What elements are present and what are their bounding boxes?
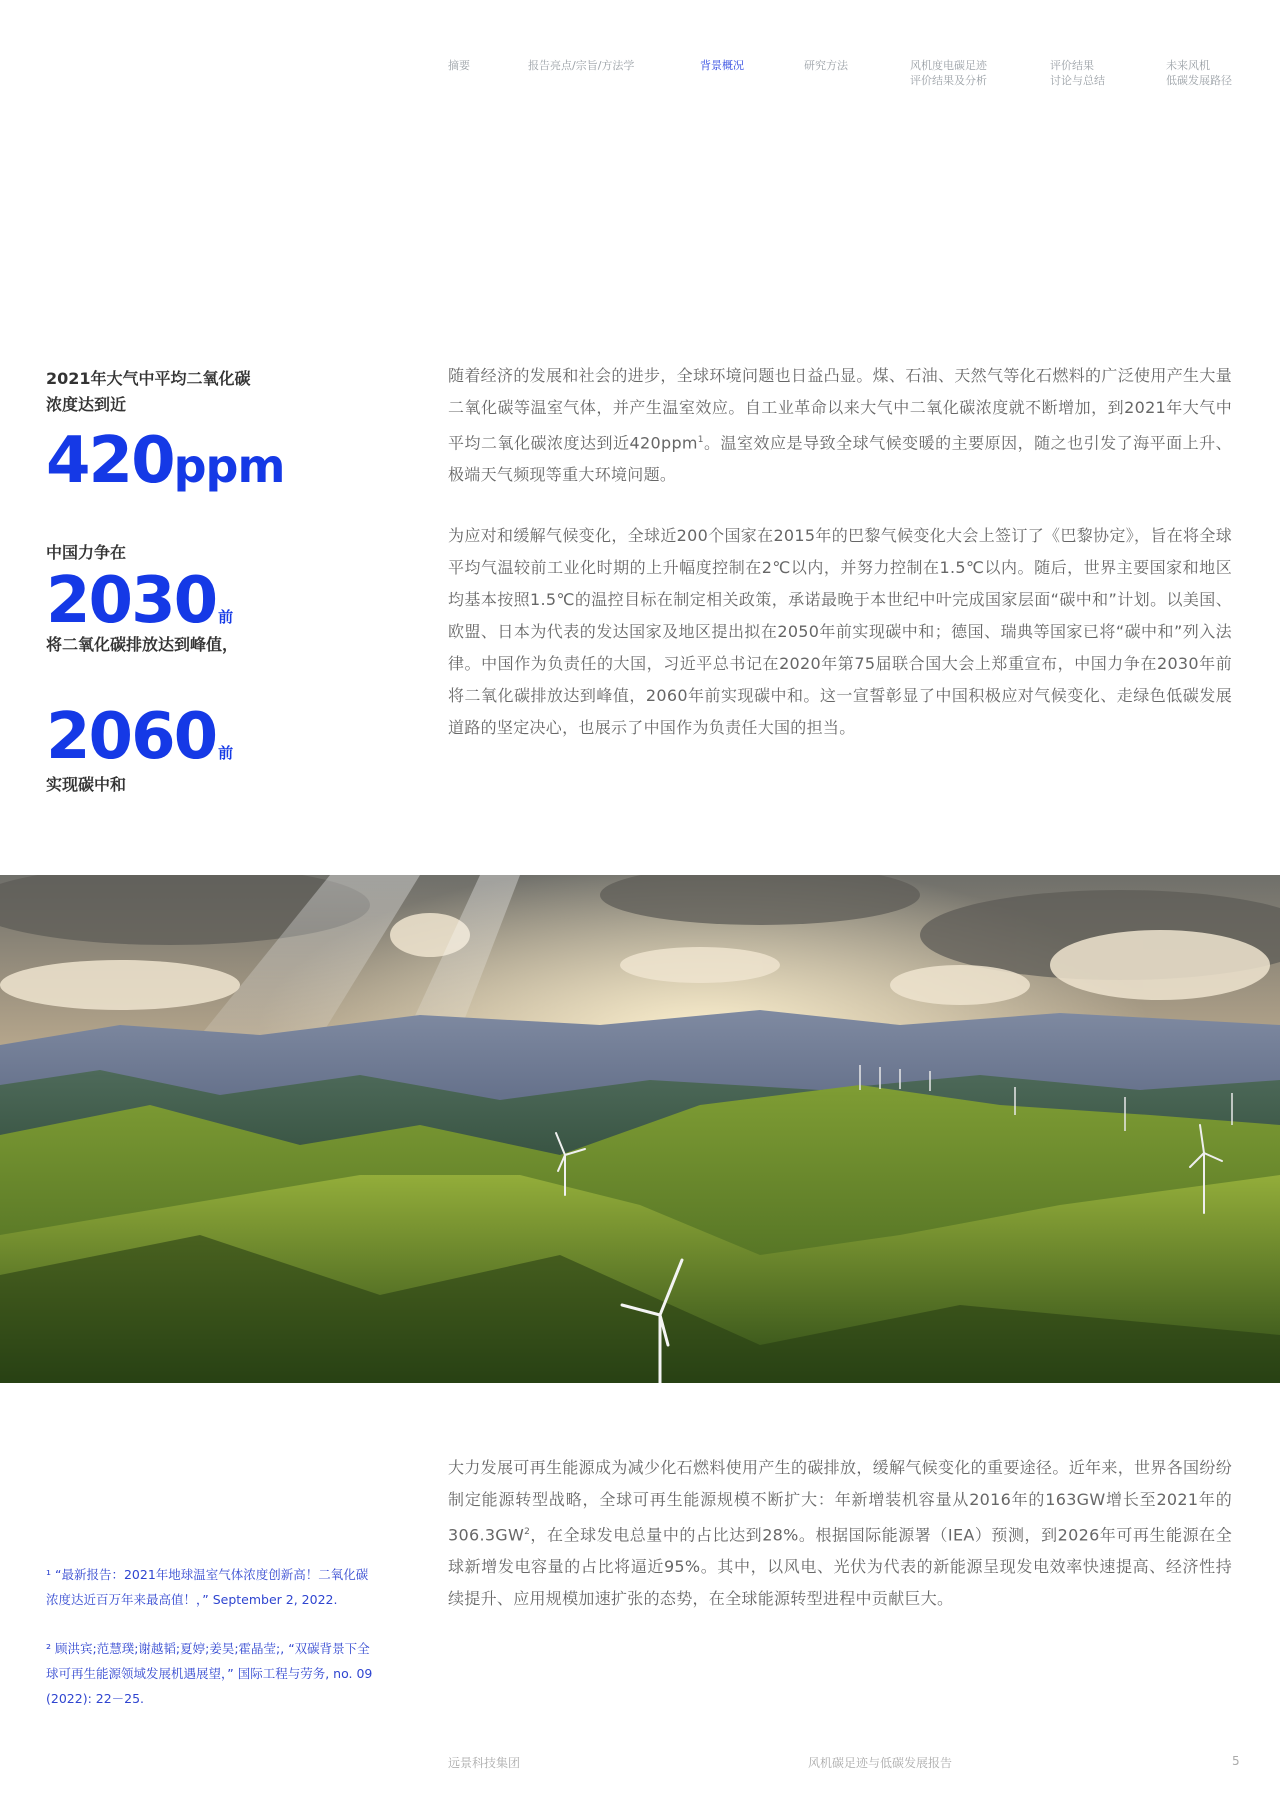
co2-label: 2021年大气中平均二氧化碳 浓度达到近 [46,369,251,414]
paragraph-renewables-b: ，在全球发电总量中的占比达到28%。根据国际能源署（IEA）预测，到2026年可再生能源在全球新增发电容量的占比将逼近95%。其中，以风电、光伏为代表的新能源呈现发电效率快速提高、经济性持续提升、应用规模加速扩张的态势，在全球能源转型进程中贡献巨大。 [448,1525,1232,1609]
paragraph-greenhouse-a: 随着经济的发展和社会的进步，全球环境问题也日益凸显。煤、石油、天然气等化石燃料的广泛使用产生大量二氧化碳等温室气体，并产生温室效应。自工业革命以来大气中二氧化碳浓度就不断增加，到2021年大气中平均二氧化碳浓度达到近420ppm [448,366,1232,453]
neutral-year: 2060 [46,700,217,774]
peak-label: 将二氧化碳排放达到峰值， [46,635,239,654]
peak-year: 2030 [46,564,217,638]
nav-item-future-path[interactable]: 未来风机 低碳发展路径 [1166,59,1232,87]
nav-item-discussion[interactable]: 评价结果 讨论与总结 [1050,59,1105,87]
paragraph-paris-agreement: 为应对和缓解气候变化，全球近200个国家在2015年的巴黎气候变化大会上签订了《巴黎协定》，旨在将全球平均气温较前工业化时期的上升幅度控制在2℃以内，并努力控制在1.5℃以内。随后，世界主要国家和地区均基本按照1.5℃的温控目标在制定相关政策，承诺最晚于本世纪中叶完成国家层面“碳中和”计划。以美国、欧盟、日本为代表的发达国家及地区提出拟在2050年前实现碳中和；德国、瑞典等国家已将“碳中和”列入法律。中国作为负责任的大国，习近平总书记在2020年第75届联合国大会上郑重宣布，中国力争在2030年前将二氧化碳排放达到峰值，2060年前实现碳中和。这一宣誓彰显了中国积极应对气候变化、走绿色低碳发展道路的坚定决心，也展示了中国作为负责任大国的担当。 [448,526,1232,737]
footer-company: 远景科技集团 [448,1756,521,1770]
nav-item-methodology[interactable]: 研究方法 [804,59,848,72]
co2-value [46,426,284,501]
china-label: 中国力争在 [46,543,127,562]
wind-farm-landscape-image [0,875,1280,1383]
footnote-2[interactable]: ² 顾洪宾;范慧璞;谢越韬;夏婷;姜昊;霍晶莹;, “双碳背景下全球可再生能源领域发展机遇展望，” 国际工程与劳务, no. 09 (2022): 22－25. [46,1641,373,1706]
paragraph-greenhouse-b: 。温室效应是导致全球气候变暖的主要原因，随之也引发了海平面上升、极端天气频现等重大环境问题。 [448,433,1232,485]
nav-item-footprint-results[interactable]: 风机度电碳足迹 评价结果及分析 [910,59,987,87]
top-nav [0,58,1280,98]
nav-item-highlights[interactable]: 报告亮点/宗旨/方法学 [528,59,635,72]
paragraph-renewables [448,1452,1232,1615]
co2-unit: ppm [173,439,285,493]
footer-report-title: 风机碳足迹与低碳发展报告 [808,1756,953,1770]
footnote-1[interactable]: ¹ “最新报告：2021年地球温室气体浓度创新高！二氧化碳浓度达近百万年来最高值！，” September 2, 2022. [46,1567,369,1607]
footnote-ref-2[interactable]: 2 [524,1527,531,1537]
page-number: 5 [1232,1754,1240,1768]
paragraph-greenhouse [448,360,1232,491]
landscape-illustration [0,875,1280,1383]
nav-item-summary[interactable]: 摘要 [448,59,470,72]
co2-number: 420 [46,424,174,498]
neutral-label: 实现碳中和 [46,775,127,794]
neutral-suffix: 前 [218,744,234,762]
footnote-ref-1[interactable]: 1 [697,435,704,445]
peak-suffix: 前 [218,608,234,626]
paragraph-renewables-a: 大力发展可再生能源成为减少化石燃料使用产生的碳排放，缓解气候变化的重要途径。近年来，世界各国纷纷制定能源转型战略，全球可再生能源规模不断扩大：年新增装机容量从2016年的163GW增长至2021年的306.3GW [448,1458,1232,1545]
nav-item-background[interactable]: 背景概况 [700,59,744,72]
